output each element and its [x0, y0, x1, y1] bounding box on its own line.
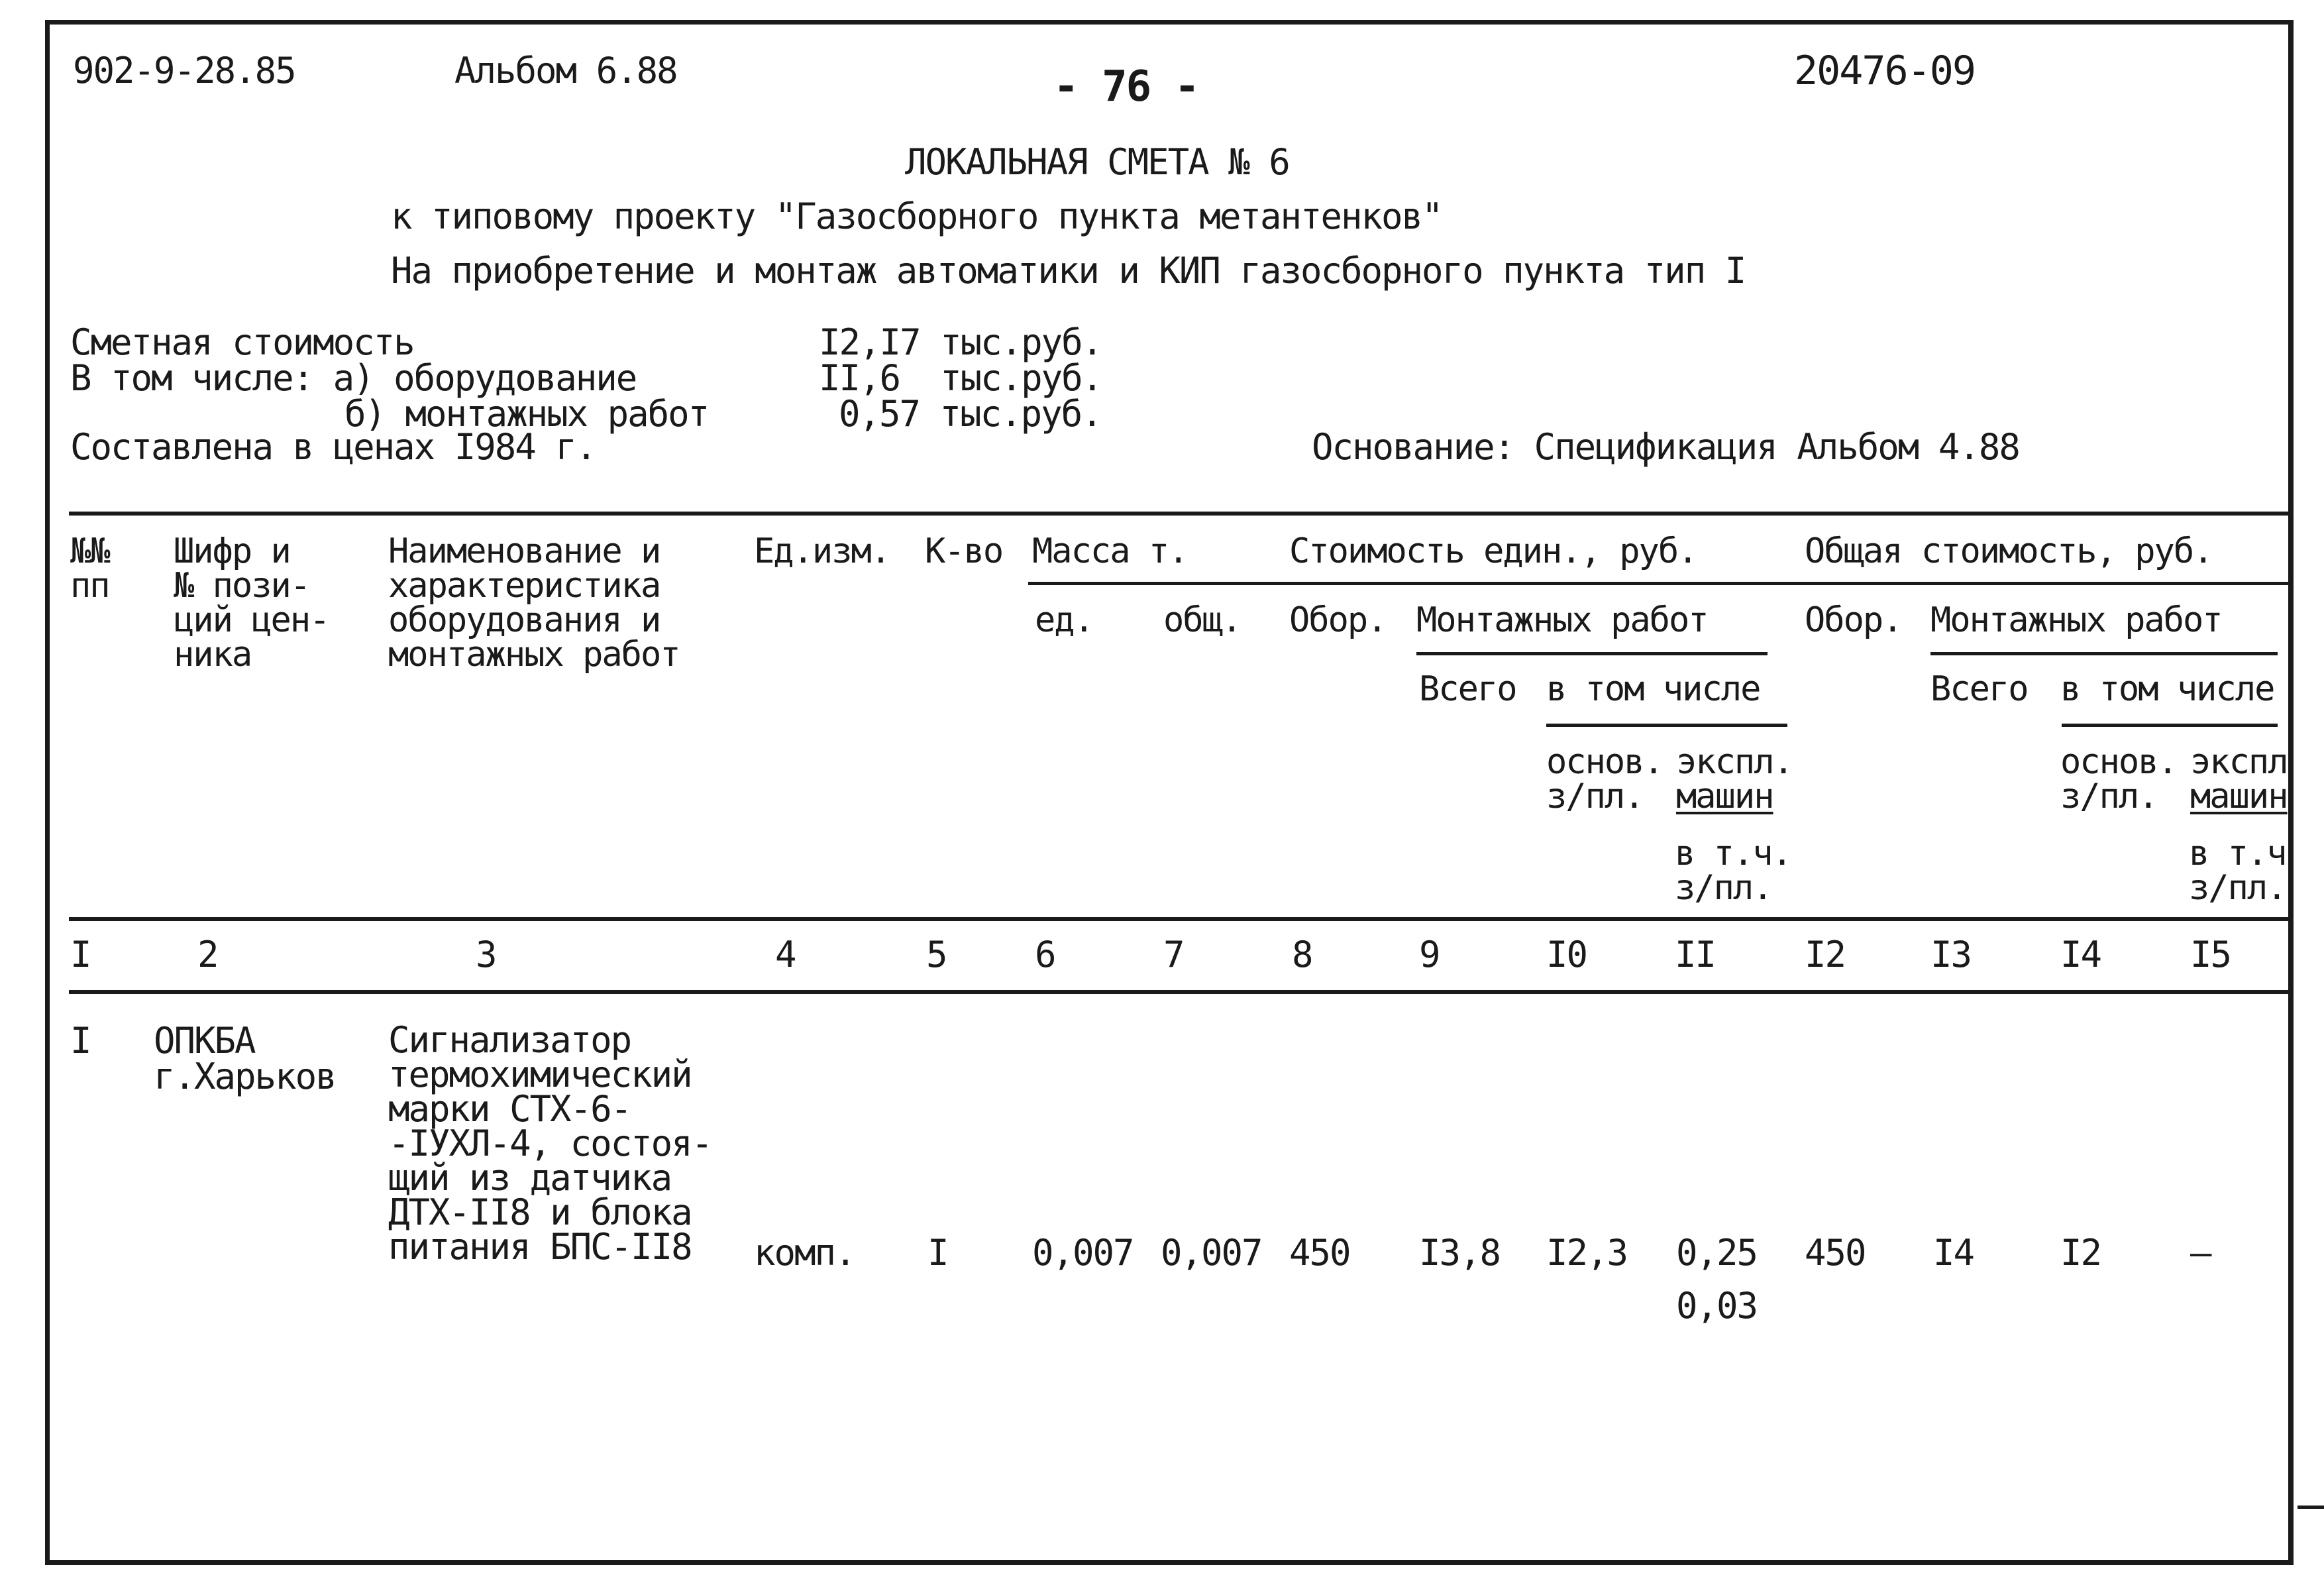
cost-value: I2,I7 тыс.руб.: [819, 321, 1102, 363]
total-cost-header: Общая стоимость, руб.: [1805, 531, 2213, 571]
row-qty: I: [927, 1232, 948, 1274]
incl-rule-left: [1546, 724, 1787, 727]
row-unit-base-wage: I2,3: [1546, 1232, 1628, 1274]
equipment-value: II,6 тыс.руб.: [819, 357, 1102, 399]
project-subtitle: к типовому проекту "Газосборного пункта метантенков": [391, 195, 1442, 237]
unit-equip-header: Обор.: [1289, 600, 1387, 640]
mass-total-header: общ.: [1163, 600, 1241, 640]
doc-code: 902-9-28.85: [73, 50, 295, 91]
row-code: ОПКБА г.Харьков: [154, 1020, 336, 1097]
col-number: II: [1675, 934, 1716, 975]
col-number: I0: [1546, 934, 1587, 975]
unit-cost-header: Стоимость един., руб.: [1289, 531, 1697, 571]
col-number: 6: [1035, 934, 1055, 975]
col-mass-header: Масса т.: [1032, 531, 1188, 571]
col-number: I3: [1930, 934, 1972, 975]
edge-mark: [2298, 1506, 2324, 1509]
unit-incl-wage-header: в т.ч. з/пл.: [1675, 834, 1791, 908]
estimate-title: ЛОКАЛЬНАЯ СМЕТА № 6: [905, 141, 1289, 183]
col-number: 3: [476, 934, 496, 975]
incl-rule-right: [2062, 724, 2278, 727]
cost-label: Сметная стоимость: [70, 321, 414, 363]
group-rule: [1028, 582, 2290, 585]
install-rule-left: [1416, 652, 1768, 655]
installation-value: 0,57 тыс.руб.: [839, 393, 1102, 435]
mass-unit-header: ед.: [1035, 600, 1093, 640]
installation-label: б) монтажных работ: [344, 393, 709, 435]
column-numbers-top-rule: [69, 917, 2290, 921]
total-install-total-header: Всего: [1930, 669, 2028, 709]
included-label: В том числе: а) оборудование: [70, 357, 637, 399]
basis-label: Основание: Спецификация Альбом 4.88: [1312, 426, 2019, 468]
row-num: I: [70, 1020, 91, 1062]
album-label: Альбом 6.88: [454, 50, 677, 91]
row-total-install: I4: [1933, 1232, 1974, 1274]
unit-machine-header: экспл.: [1676, 742, 1793, 782]
col-number: I2: [1805, 934, 1846, 975]
unit-incl-header: в том числе: [1546, 669, 1760, 709]
col-num-header: №№ пп: [70, 531, 109, 606]
total-install-header: Монтажных работ: [1930, 600, 2222, 640]
unit-machines-header: машин: [1676, 777, 1773, 816]
col-number: I5: [2190, 934, 2231, 975]
total-incl-header: в том числе: [2060, 669, 2274, 709]
col-number: 2: [197, 934, 218, 975]
row-name: Сигнализатор термохимический марки СТХ-6- -IУХЛ-4, состоя- щий из датчика ДТХ-II8 и блока питания БПС-II8: [388, 1019, 712, 1268]
row-mass-total: 0,007: [1161, 1232, 1262, 1274]
row-total-machine: –: [2190, 1232, 2211, 1274]
total-base-wage-header: основ. з/пл.: [2060, 742, 2177, 816]
total-machine-header: экспл: [2190, 742, 2288, 782]
col-name-header: Наименование и характеристика оборудования и монтажных работ: [388, 531, 680, 675]
row-unit-equip: 450: [1289, 1232, 1350, 1274]
purpose-line: На приобретение и монтаж автоматики и КИП газосборного пункта тип I: [391, 250, 1746, 292]
row-mass-unit: 0,007: [1032, 1232, 1134, 1274]
total-equip-header: Обор.: [1805, 600, 1902, 640]
row-unit-machine-wage: 0,03: [1676, 1285, 1758, 1327]
row-total-base-wage: I2: [2060, 1232, 2101, 1274]
col-unit-header: Ед.изм.: [754, 531, 890, 571]
row-unit-machine: 0,25: [1676, 1232, 1758, 1274]
col-code-header: Шифр и № пози- ций цен- ника: [174, 531, 329, 675]
col-number: 7: [1163, 934, 1184, 975]
col-number: 5: [926, 934, 947, 975]
col-number: 4: [775, 934, 796, 975]
unit-install-total-header: Всего: [1419, 669, 1516, 709]
total-incl-wage-header: в т.ч з/пл.: [2189, 834, 2286, 908]
col-number: I: [70, 934, 91, 975]
doc-code-right: 20476-09: [1794, 48, 1975, 94]
header-top-rule: [69, 512, 2290, 516]
install-rule-right: [1930, 652, 2278, 655]
prices-label: Составлена в ценах I984 г.: [70, 426, 596, 468]
row-total-equip: 450: [1805, 1232, 1866, 1274]
unit-install-header: Монтажных работ: [1416, 600, 1708, 640]
unit-base-wage-header: основ. з/пл.: [1546, 742, 1663, 816]
col-number: 8: [1292, 934, 1312, 975]
total-machines-header: машин: [2190, 777, 2288, 816]
col-qty-header: К-во: [925, 531, 1003, 571]
row-unit-install-total: I3,8: [1419, 1232, 1501, 1274]
body-top-rule: [69, 990, 2290, 994]
col-number: 9: [1419, 934, 1440, 975]
col-number: I4: [2060, 934, 2101, 975]
page-number: - 76 -: [1053, 62, 1199, 111]
row-unit: комп.: [754, 1232, 855, 1274]
